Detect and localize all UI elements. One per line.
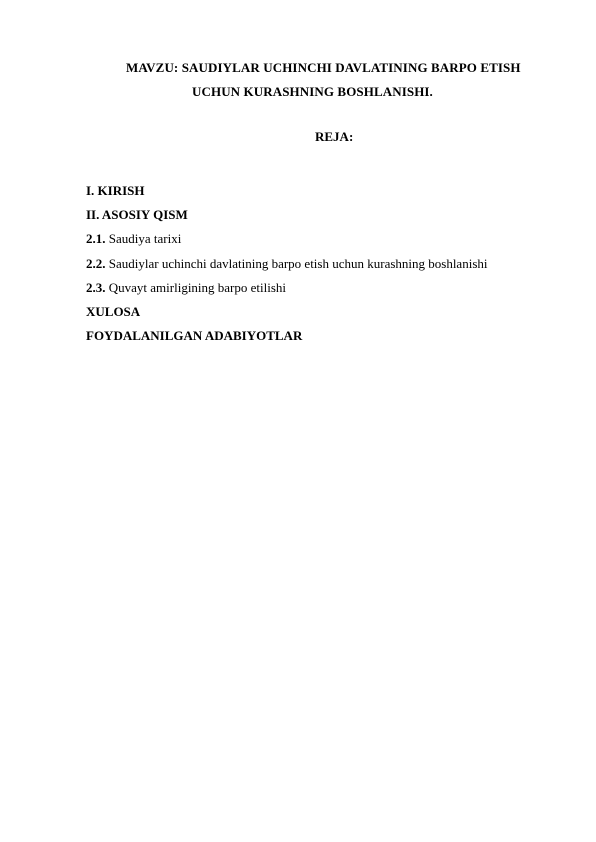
toc-item-main-part: II. ASOSIY QISM <box>86 207 188 223</box>
toc-item-text: Saudiylar uchinchi davlatining barpo etish uchun kurashning boshlanishi <box>105 255 488 271</box>
toc-item-subsection-2 <box>86 252 488 276</box>
toc-item-subsection-3 <box>86 276 488 300</box>
toc-item-text: Saudiya tarixi <box>105 231 182 247</box>
table-of-contents <box>86 179 488 348</box>
toc-item-intro: I. KIRISH <box>86 183 145 198</box>
toc-item-number: 2.3. <box>86 279 106 295</box>
document-title-line-1: MAVZU: SAUDIYLAR UCHINCHI DAVLATINING BARPO ETISH <box>126 60 521 75</box>
toc-item-conclusion: XULOSA <box>86 304 141 320</box>
toc-item-text: Quvayt amirligining barpo etilishi <box>105 279 287 295</box>
plan-heading: REJA: <box>315 129 354 144</box>
document-title-line-2: UCHUN KURASHNING BOSHLANISHI. <box>192 84 433 99</box>
toc-item-number: 2.2. <box>86 255 106 271</box>
toc-item-number: 2.1. <box>86 231 106 247</box>
toc-item-subsection-1 <box>86 227 488 251</box>
toc-item-references: FOYDALANILGAN ADABIYOTLAR <box>86 328 303 344</box>
